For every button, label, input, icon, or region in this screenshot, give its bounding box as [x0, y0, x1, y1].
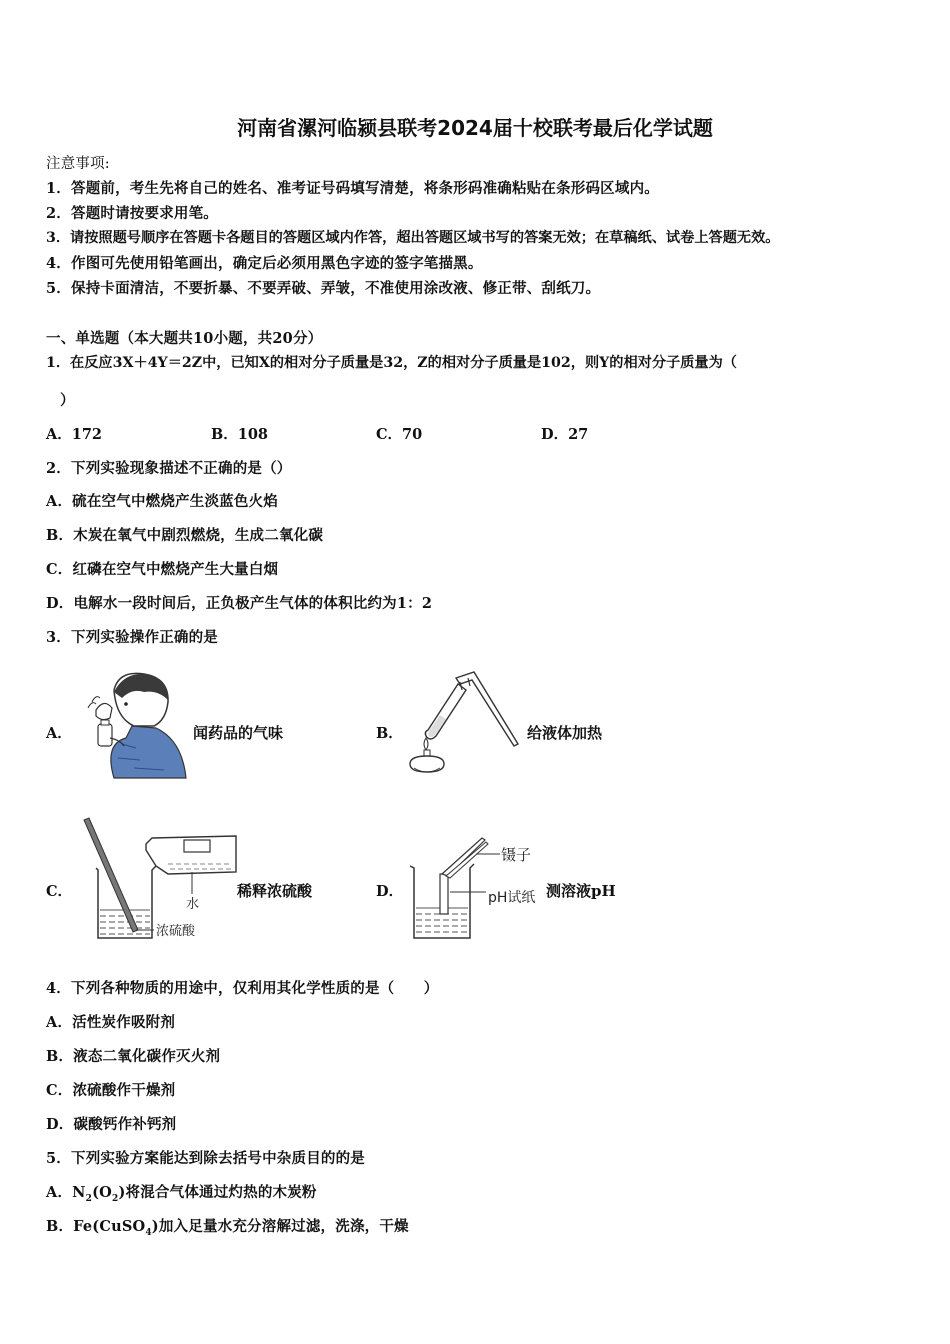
notice-heading: 注意事项: — [46, 156, 110, 172]
measure-ph-illustration — [406, 834, 546, 944]
page-title: 河南省漯河临颍县联考2024届十校联考最后化学试题 — [237, 116, 713, 140]
q4-option-b: B．液态二氧化碳作灭火剂 — [46, 1048, 221, 1065]
question-1-stem-end: ） — [60, 392, 75, 409]
q3-option-c-letter: C． — [46, 883, 73, 900]
notice-item: 5．保持卡面清洁，不要折暴、不要弄破、弄皱，不准使用涂改液、修正带、刮纸刀。 — [46, 280, 601, 297]
question-5-stem: 5．下列实验方案能达到除去括号中杂质目的的是 — [46, 1150, 365, 1167]
q4-option-c: C．浓硫酸作干燥剂 — [46, 1082, 176, 1099]
label-water: 水 — [186, 897, 200, 912]
notice-item: 3．请按照题号顺序在答题卡各题目的答题区域内作答，超出答题区域书写的答案无效；在草稿纸、试卷上答题无效。 — [46, 230, 780, 246]
q2-option-b: B．木炭在氧气中剧烈燃烧，生成二氧化碳 — [46, 527, 324, 544]
q1-option-d: D．27 — [541, 426, 589, 443]
q2-option-a: A．硫在空气中燃烧产生淡蓝色火焰 — [46, 493, 278, 510]
q1-option-a: A．172 — [46, 426, 103, 443]
notice-item: 2．答题时请按要求用笔。 — [46, 205, 218, 222]
q5-option-b: B．Fe(CuSO$_4$)加入足量水充分溶解过滤，洗涤，干燥 — [46, 1218, 409, 1238]
q3-option-b-caption: 给液体加热 — [527, 724, 603, 742]
q4-option-d: D．碳酸钙作补钙剂 — [46, 1116, 177, 1133]
q2-option-d: D．电解水一段时间后，正负极产生气体的体积比约为1：2 — [46, 595, 433, 612]
heating-liquid-illustration — [400, 668, 525, 780]
q4-option-a: A．活性炭作吸附剂 — [46, 1014, 176, 1031]
question-3-stem: 3．下列实验操作正确的是 — [46, 629, 218, 646]
question-4-stem: 4．下列各种物质的用途中，仅利用其化学性质的是（ ） — [46, 980, 439, 997]
q3-option-b-letter: B． — [376, 725, 403, 742]
question-2-stem: 2．下列实验现象描述不正确的是（） — [46, 460, 292, 477]
label-tweezers: 镊子 — [501, 846, 532, 864]
q3-option-c-caption: 稀释浓硫酸 — [237, 882, 313, 900]
question-1-stem: 1．在反应3X＋4Y＝2Z中，已知X的相对分子质量是32，Z的相对分子质量是102，则Y的相对分子质量为（ — [46, 355, 737, 371]
q3-option-a-caption: 闻药品的气味 — [193, 724, 284, 742]
section-heading: 一、单选题（本大题共10小题，共20分） — [46, 330, 323, 347]
q3-option-a-letter: A． — [46, 725, 72, 742]
q3-option-d-caption: 测溶液pH — [546, 882, 616, 900]
q3-option-d-letter: D． — [376, 883, 404, 900]
q2-option-c: C．红磷在空气中燃烧产生大量白烟 — [46, 561, 279, 578]
notice-item: 4．作图可先使用铅笔画出，确定后必须用黑色字迹的签字笔描黑。 — [46, 255, 483, 272]
notice-item: 1．答题前，考生先将自己的姓名、准考证号码填写清楚，将条形码准确粘贴在条形码区域内。 — [46, 180, 659, 197]
q1-option-c: C．70 — [376, 426, 423, 443]
q1-option-b: B．108 — [211, 426, 269, 443]
smelling-figure-illustration — [74, 668, 188, 780]
label-conc-sulfuric-acid: 浓硫酸 — [156, 924, 196, 939]
q5-option-a: A．$N_2(O_2)$将混合气体通过灼热的木炭粉 — [46, 1184, 317, 1204]
label-ph-paper: pH试纸 — [488, 890, 536, 906]
dilute-acid-illustration — [76, 814, 242, 944]
